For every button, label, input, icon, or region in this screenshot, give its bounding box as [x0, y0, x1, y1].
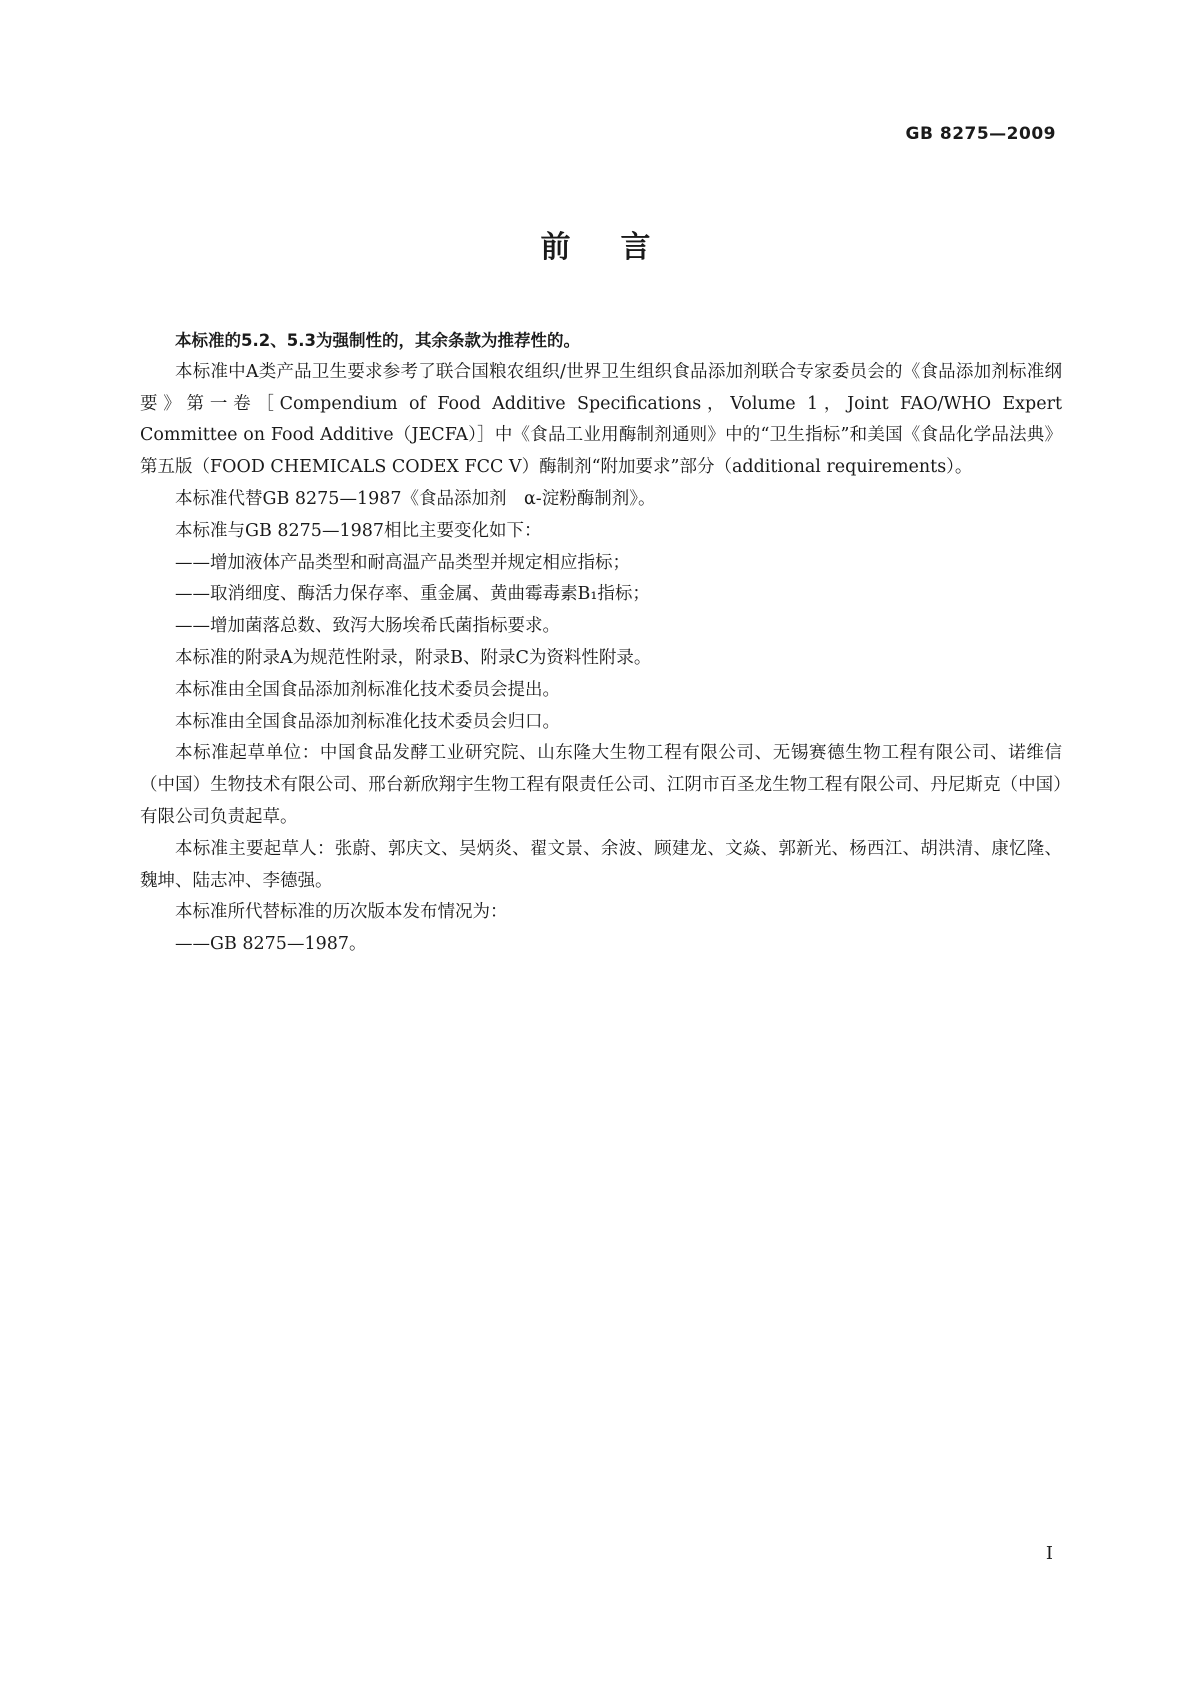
- list-item-change-2: ——取消细度、酶活力保存率、重金属、黄曲霉毒素B₁指标；: [175, 584, 650, 605]
- page-title: 前言: [540, 230, 701, 265]
- paragraph-mandatory-clauses: 本标准的5.2、5.3为强制性的，其余条款为推荐性的。: [175, 331, 580, 350]
- list-item-history-1: ——GB 8275—1987。: [175, 934, 367, 955]
- paragraph-history-intro: 本标准所代替标准的历次版本发布情况为：: [175, 902, 508, 923]
- foreword-body: [140, 325, 1062, 961]
- document-code: GB 8275—2009: [905, 124, 1056, 144]
- paragraph-drafters: 本标准主要起草人：张蔚、郭庆文、吴炳炎、翟文景、余波、顾建龙、文焱、郭新光、杨西江、胡洪清、康忆隆、魏坤、陆志冲、李德强。: [140, 838, 1062, 891]
- paragraph-centralized-by: 本标准由全国食品添加剂标准化技术委员会归口。: [175, 711, 560, 732]
- paragraph-proposed-by: 本标准由全国食品添加剂标准化技术委员会提出。: [175, 679, 560, 700]
- paragraph-changes-intro: 本标准与GB 8275—1987相比主要变化如下：: [175, 520, 542, 541]
- list-item-change-1: ——增加液体产品类型和耐高温产品类型并规定相应指标；: [175, 552, 630, 573]
- page-number: I: [1045, 1543, 1053, 1564]
- paragraph-drafting-units: 本标准起草单位：中国食品发酵工业研究院、山东隆大生物工程有限公司、无锡赛德生物工程有限公司、诺维信（中国）生物技术有限公司、邢台新欣翔宇生物工程有限责任公司、江阴市百圣龙生物工程有限公司、丹尼斯克（中国）有限公司负责起草。: [140, 743, 1062, 827]
- paragraph-annexes: 本标准的附录A为规范性附录，附录B、附录C为资料性附录。: [175, 647, 652, 668]
- paragraph-replaces: 本标准代替GB 8275—1987《食品添加剂 α-淀粉酶制剂》。: [175, 488, 656, 509]
- list-item-change-3: ——增加菌落总数、致泻大肠埃希氏菌指标要求。: [175, 616, 560, 637]
- paragraph-references: 本标准中A类产品卫生要求参考了联合国粮农组织/世界卫生组织食品添加剂联合专家委员会的《食品添加剂标准纲要》第一卷［Compendium of Food Additive Specifications，Volume 1，Joint FAO/WHO Expert Committee on Food Additive（JECFA）］中《食品工业用酶制剂通则》中的“卫生指标”和美国《食品化学品法典》第五版（FOOD CHEMICALS CODEX FCC Ⅴ）酶制剂“附加要求”部分（additional requirements）。: [140, 361, 1062, 478]
